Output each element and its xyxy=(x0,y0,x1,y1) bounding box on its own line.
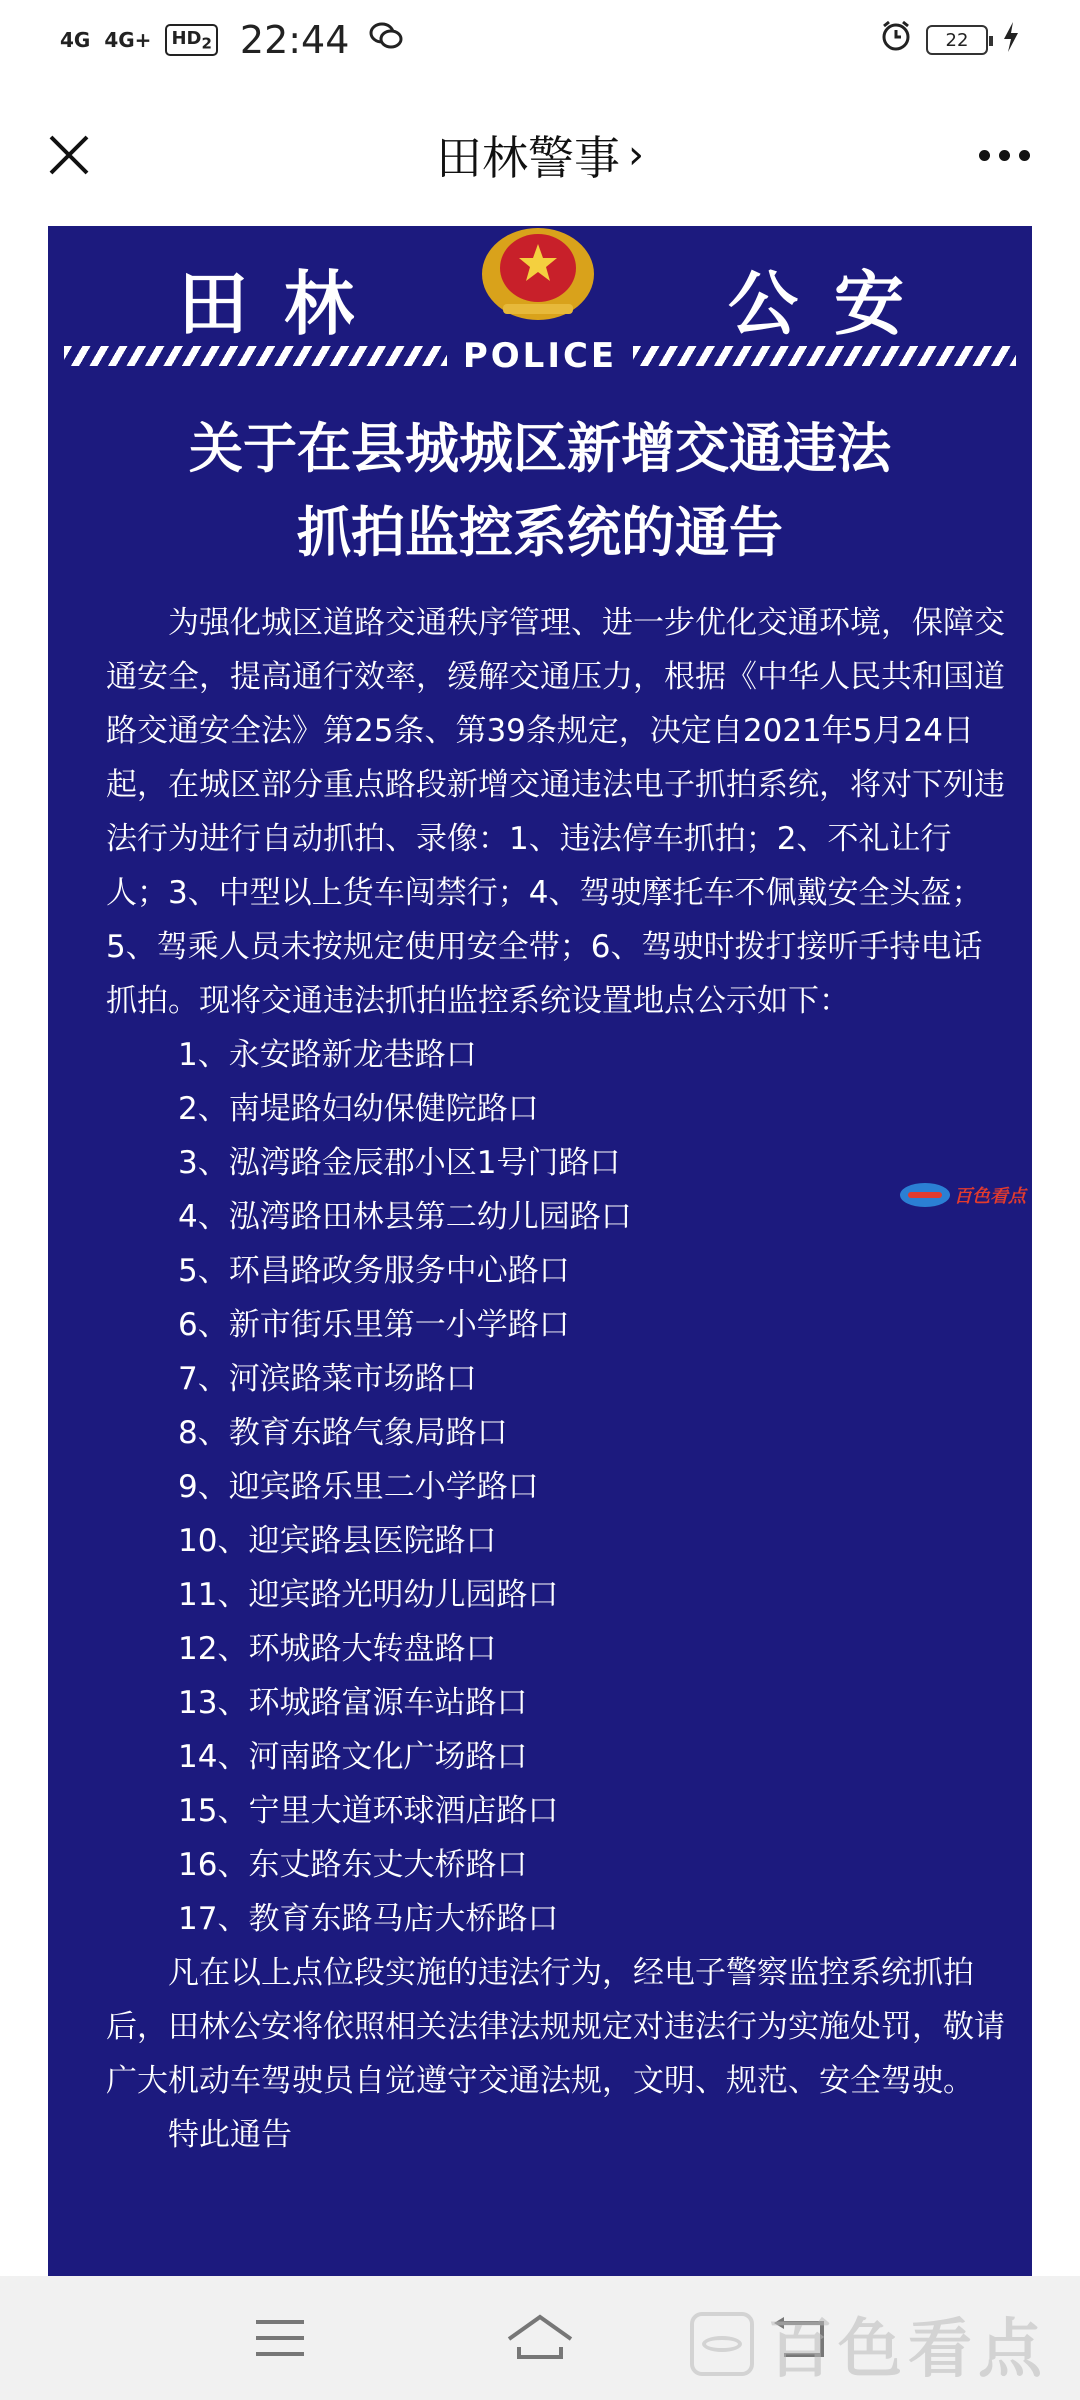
location-item: 8、教育东路气象局路口 xyxy=(178,1415,508,1451)
more-dot xyxy=(1019,150,1030,161)
account-title-link[interactable] xyxy=(436,122,644,188)
notice-intro: 为强化城区道路交通秩序管理、进一步优化交通环境，保障交通安全，提高通行效率，缓解交通压力，根据《中华人民共和国道路交通安全法》第25条、第39条规定，决定自2021年5月24日起，在城区部分重点路段新增交通违法电子抓拍系统，将对下列违法行为进行自动抓拍、录像：1、违法停车抓拍；2、不礼让行人；3、中型以上货车闯禁行；4、驾驶摩托车不佩戴安全头盔；5、驾乘人员未按规定使用安全带；6、驾驶时拨打接听手持电话抓拍。现将交通违法抓拍监控系统设置地点公示如下： xyxy=(106,605,1005,1019)
home-icon xyxy=(505,2313,575,2363)
notice-body xyxy=(106,596,1006,2162)
signal-4g-plus-indicator: 4G+ xyxy=(104,28,152,52)
watermark-middle xyxy=(900,1182,1026,1208)
location-item: 15、宁里大道环球酒店路口 xyxy=(178,1793,559,1829)
notice-title-line-1: 关于在县城城区新增交通违法 xyxy=(189,416,891,480)
poster-header xyxy=(48,226,1032,376)
signal-4g-indicator: 4G xyxy=(60,28,91,52)
location-item: 16、东丈路东丈大桥路口 xyxy=(178,1847,528,1883)
location-item: 6、新市街乐里第一小学路口 xyxy=(178,1307,570,1343)
alarm-icon xyxy=(880,20,912,60)
more-dot xyxy=(979,150,990,161)
police-emblem-icon xyxy=(463,226,613,326)
hd-voice-indicator: $HD_2$ xyxy=(165,24,217,57)
location-item: 14、河南路文化广场路口 xyxy=(178,1739,528,1775)
notice-poster-image xyxy=(48,226,1032,2276)
watermark-middle-text: 百色看点 xyxy=(954,1186,1026,1207)
location-item: 2、南堤路妇幼保健院路口 xyxy=(178,1091,539,1127)
account-title: 田林警事 xyxy=(436,131,620,185)
watermark-logo-icon xyxy=(900,1183,950,1207)
status-left xyxy=(60,18,403,62)
location-item: 5、环昌路政务服务中心路口 xyxy=(178,1253,570,1289)
location-item: 10、迎宾路县医院路口 xyxy=(178,1523,497,1559)
poster-header-right: 公安 xyxy=(728,262,940,345)
more-dot xyxy=(999,150,1010,161)
location-item: 3、泓湾路金辰郡小区1号门路口 xyxy=(178,1145,621,1181)
menu-button[interactable] xyxy=(240,2303,320,2373)
wechat-icon xyxy=(369,21,403,59)
chevron-right-icon: › xyxy=(628,132,644,178)
home-button[interactable] xyxy=(500,2303,580,2373)
watermark-bottom xyxy=(690,2298,1048,2390)
location-item: 1、永安路新龙巷路口 xyxy=(178,1037,477,1073)
status-bar xyxy=(0,0,1080,80)
top-nav-bar xyxy=(0,100,1080,210)
location-list xyxy=(106,1028,1006,1946)
chevron-band-left xyxy=(64,346,447,366)
close-button[interactable] xyxy=(36,122,102,188)
location-item: 17、教育东路马店大桥路口 xyxy=(178,1901,559,1937)
location-item: 11、迎宾路光明幼儿园路口 xyxy=(178,1577,559,1613)
poster-header-left: 田林 xyxy=(178,262,390,345)
location-item: 12、环城路大转盘路口 xyxy=(178,1631,497,1667)
police-banner xyxy=(64,334,1016,378)
chevron-band-right xyxy=(633,346,1016,366)
location-item: 9、迎宾路乐里二小学路口 xyxy=(178,1469,539,1505)
police-label: POLICE xyxy=(462,336,618,376)
notice-title xyxy=(48,406,1032,574)
watermark-bottom-text: 百色看点 xyxy=(768,2313,1048,2387)
status-right xyxy=(880,20,1020,60)
watermark-bottom-logo-icon xyxy=(690,2312,754,2376)
more-options-button[interactable] xyxy=(964,122,1044,188)
battery-indicator: 22 xyxy=(926,25,988,55)
charging-bolt-icon xyxy=(1002,22,1020,59)
clock: 22:44 xyxy=(239,18,350,62)
notice-title-line-2: 抓拍监控系统的通告 xyxy=(297,500,783,564)
location-item: 4、泓湾路田林县第二幼儿园路口 xyxy=(178,1199,632,1235)
close-icon xyxy=(47,133,91,177)
location-item: 7、河滨路菜市场路口 xyxy=(178,1361,477,1397)
location-item: 13、环城路富源车站路口 xyxy=(178,1685,528,1721)
notice-closing: 凡在以上点位段实施的违法行为，经电子警察监控系统抓拍后，田林公安将依照相关法律法规规定对违法行为实施处罚，敬请广大机动车驾驶员自觉遵守交通法规，文明、规范、安全驾驶。 xyxy=(106,1955,1005,2099)
menu-icon xyxy=(252,2316,308,2360)
notice-sign-off: 特此通告 xyxy=(168,2117,292,2153)
